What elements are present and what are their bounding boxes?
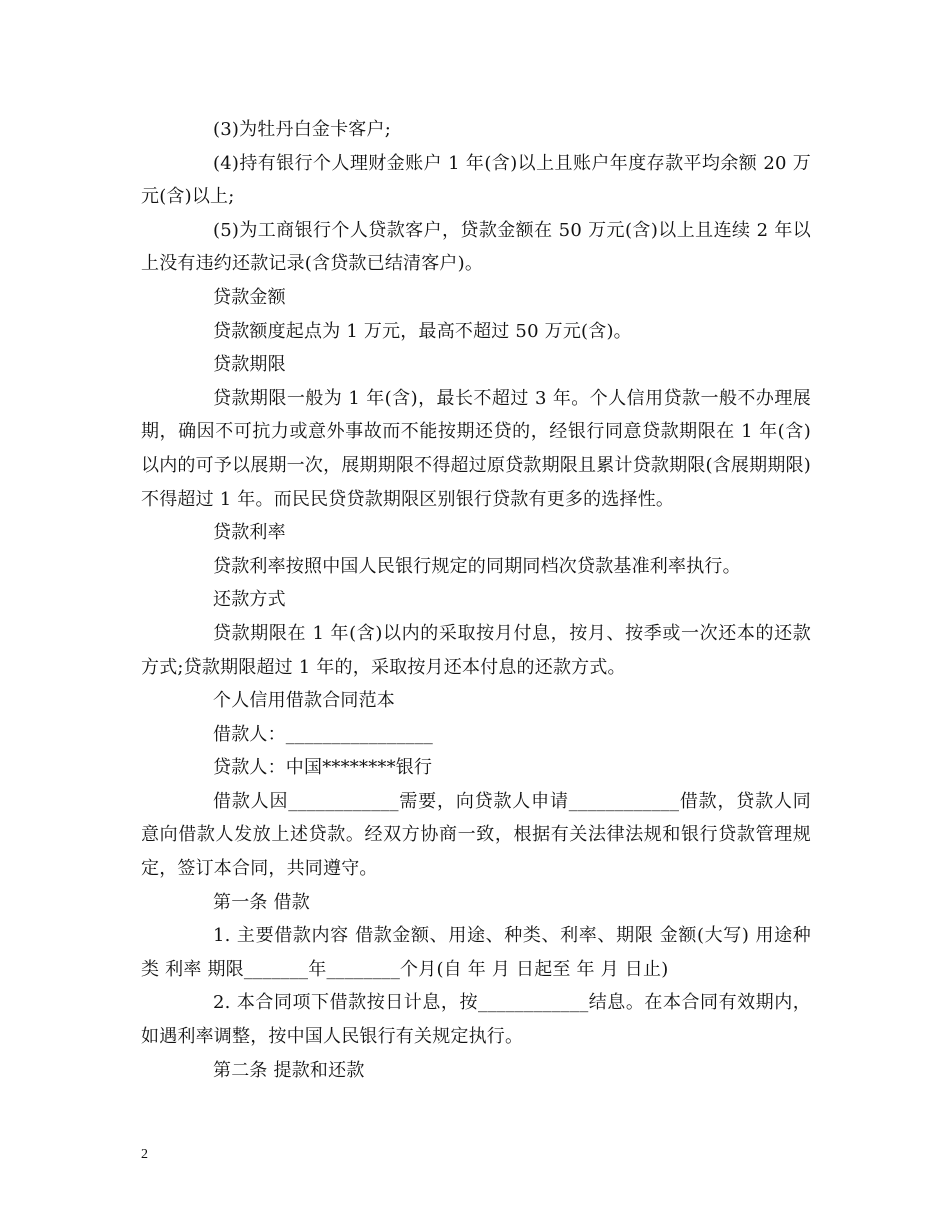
heading-loan-rate: 贷款利率 (213, 522, 286, 544)
loan-rate-text: 贷款利率按照中国人民银行规定的同期同档次贷款基准利率执行。 (213, 555, 741, 577)
heading-repayment: 还款方式 (213, 589, 286, 611)
document-body (141, 113, 811, 1087)
lender-line: 贷款人：中国********银行 (213, 757, 433, 779)
clause-3: (3)为牡丹白金卡客户; (213, 119, 391, 140)
repayment-text: 贷款期限在 1 年(含)以内的采取按月付息，按月、按季或一次还本的还款方式;贷款期限超过 1 年的，采取按月还本付息的还款方式。 (141, 622, 811, 678)
loan-term-text: 贷款期限一般为 1 年(含)，最长不超过 3 年。个人信用贷款一般不办理展期，确因不可抗力或意外事故而不能按期还贷的，经银行同意贷款期限在 1 年(含)以内的可予以展期一次，展期期限不得超过原贷款期限且累计贷款期限(含展期期限)不得超过 1 年。而民民贷贷款期限区别银行贷款有更多的选择性。 (141, 387, 811, 510)
article-1-item-1: 1. 主要借款内容 借款金额、用途、种类、利率、期限 金额(大写) 用途种类 利率 期限_______年________个月(自 年 月 日起至 年 月 日止) (141, 925, 811, 980)
heading-loan-amount: 贷款金额 (213, 286, 286, 308)
borrower-line: 借款人：________________ (213, 723, 433, 745)
page-number: 2 (141, 1147, 148, 1162)
clause-4: (4)持有银行个人理财金账户 1 年(含)以上且账户年度存款平均余额 20 万元(含)以上; (141, 152, 811, 208)
heading-loan-term: 贷款期限 (213, 354, 286, 376)
loan-amount-text: 贷款额度起点为 1 万元，最高不超过 50 万元(含)。 (213, 320, 632, 342)
article-1-heading: 第一条 借款 (213, 891, 310, 913)
heading-contract-template: 个人信用借款合同范本 (213, 690, 395, 712)
article-2-heading: 第二条 提款和还款 (213, 1059, 365, 1081)
contract-preamble: 借款人因____________需要，向贷款人申请____________借款，贷款人同意向借款人发放上述贷款。经双方协商一致，根据有关法律法规和银行贷款管理规定，签订本合同，共同遵守。 (141, 790, 811, 880)
clause-5: (5)为工商银行个人贷款客户，贷款金额在 50 万元(含)以上且连续 2 年以上没有违约还款记录(含贷款已结清客户)。 (141, 219, 811, 275)
article-1-item-2: 2. 本合同项下借款按日计息，按____________结息。在本合同有效期内，如遇利率调整，按中国人民银行有关规定执行。 (141, 992, 811, 1048)
